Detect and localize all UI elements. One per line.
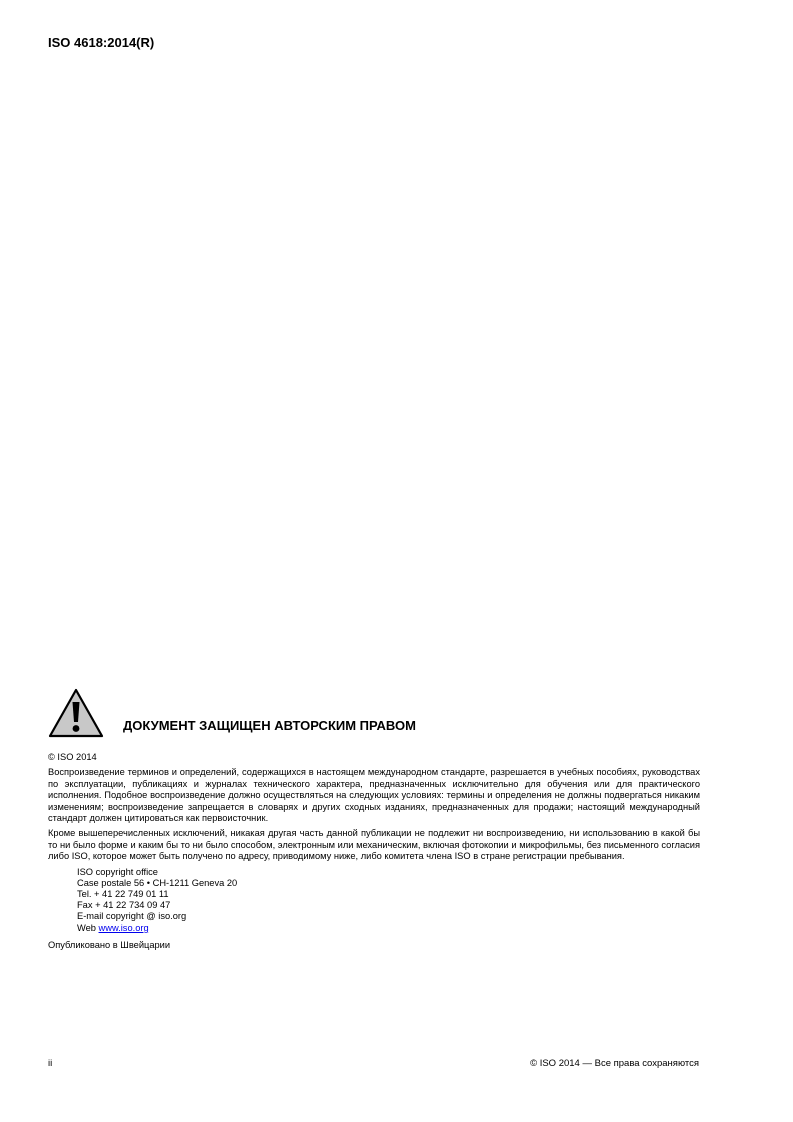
- copyright-notice: [48, 686, 700, 951]
- address-web: [77, 923, 700, 934]
- iso-address: [77, 867, 700, 934]
- address-tel: Tel. + 41 22 749 01 11: [77, 889, 169, 900]
- warning-triangle-icon: [48, 688, 104, 738]
- web-link[interactable]: www.iso.org: [98, 922, 149, 933]
- reproduction-terms-paragraph: Воспроизведение терминов и определений, содержащихся в настоящем международном стандарте, разрешается в учебных пособиях, руководствах по эксплуатации, публикациях и журналах технического характера, предназначенных исключительно для обучения или для практического исполнения. Подобное воспроизведение должно осуществляться на следующих условиях: термины и определения не должны подвергаться никаким изменениям; воспроизведение запрещается в словарях и других сходных изданиях, предназначенных для продажи; настоящий международный стандарт должен цитироваться как первоисточник.: [48, 767, 700, 824]
- address-office: ISO copyright office: [77, 866, 158, 877]
- address-fax: Fax + 41 22 734 09 47: [77, 900, 171, 911]
- copyright-title: ДОКУМЕНТ ЗАЩИЩЕН АВТОРСКИМ ПРАВОМ: [123, 718, 416, 733]
- warning-header: [48, 686, 700, 738]
- page-number: ii: [48, 1058, 53, 1069]
- published-in: Опубликовано в Швейцарии: [48, 939, 171, 950]
- footer-rights: © ISO 2014 — Все права сохраняются: [530, 1058, 699, 1069]
- address-email: E-mail copyright @ iso.org: [77, 911, 187, 922]
- web-label: Web: [77, 922, 99, 933]
- address-postal: Case postale 56 • CH-1211 Geneva 20: [77, 877, 238, 888]
- copyright-line: © ISO 2014: [48, 752, 97, 762]
- document-id: ISO 4618:2014(R): [48, 35, 155, 50]
- restrictions-paragraph: Кроме вышеперечисленных исключений, никакая другая часть данной публикации не подлежит ни воспроизведению, ни использованию в какой бы то ни было форме и каким бы то ни было способом, электронным или механическим, включая фотокопии и микрофильмы, без письменного согласия либо ISO, которое может быть получено по адресу, приводимому ниже, либо комитета члена ISO в стране регистрации пребывания.: [48, 828, 700, 862]
